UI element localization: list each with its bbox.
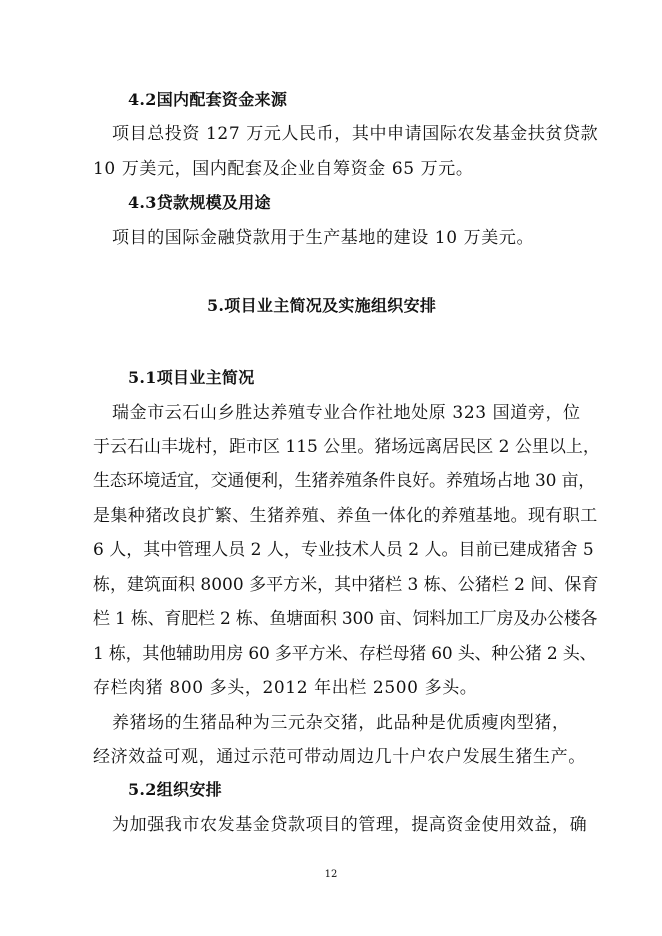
paragraph-line: 瑞金市云石山乡胜达养殖专业合作社地处原 323 国道旁，位 <box>112 403 581 423</box>
paragraph-line: 10 万美元，国内配套及企业自筹资金 65 万元。 <box>93 159 474 179</box>
paragraph-line: 存栏肉猪 800 多头，2012 年出栏 2500 多头。 <box>93 678 478 698</box>
paragraph-line: 是集种猪改良扩繁、生猪养殖、养鱼一体化的养殖基地。现有职工 <box>93 506 598 526</box>
heading-4-3: 4.3贷款规模及用途 <box>128 193 271 212</box>
paragraph-line: 经济效益可观，通过示范可带动周边几十户农户发展生猪生产。 <box>93 747 586 767</box>
paragraph-line: 项目总投资 127 万元人民币，其中申请国际农发基金扶贫贷款 <box>112 124 599 144</box>
heading-4-2: 4.2国内配套资金来源 <box>128 90 288 109</box>
paragraph-line: 栏 1 栋、育肥栏 2 栋、鱼塘面积 300 亩、饲料加工厂房及办公楼各 <box>93 609 598 629</box>
paragraph-line: 6 人，其中管理人员 2 人，专业技术人员 2 人。目前已建成猪舍 5 <box>93 540 594 560</box>
paragraph-line: 1 栋，其他辅助用房 60 多平方米、存栏母猪 60 头、种公猪 2 头、 <box>93 644 597 664</box>
heading-5-2: 5.2组织安排 <box>128 780 222 799</box>
paragraph-line: 生态环境适宜，交通便利，生猪养殖条件良好。养殖场占地 30 亩， <box>93 471 596 491</box>
paragraph-line: 项目的国际金融贷款用于生产基地的建设 10 万美元。 <box>112 228 535 248</box>
paragraph-line: 养猪场的生猪品种为三元杂交猪，此品种是优质瘦肉型猪， <box>112 713 570 733</box>
page-number: 12 <box>324 869 338 880</box>
section-title-5: 5.项目业主简况及实施组织安排 <box>207 296 437 315</box>
paragraph-line: 为加强我市农发基金贷款项目的管理，提高资金使用效益，确 <box>112 815 588 835</box>
heading-5-1: 5.1项目业主简况 <box>128 368 255 387</box>
paragraph-line: 栋，建筑面积 8000 多平方米，其中猪栏 3 栋、公猪栏 2 间、保育 <box>93 575 599 595</box>
paragraph-line: 于云石山丰垅村，距市区 115 公里。猪场远离居民区 2 公里以上， <box>93 437 600 457</box>
